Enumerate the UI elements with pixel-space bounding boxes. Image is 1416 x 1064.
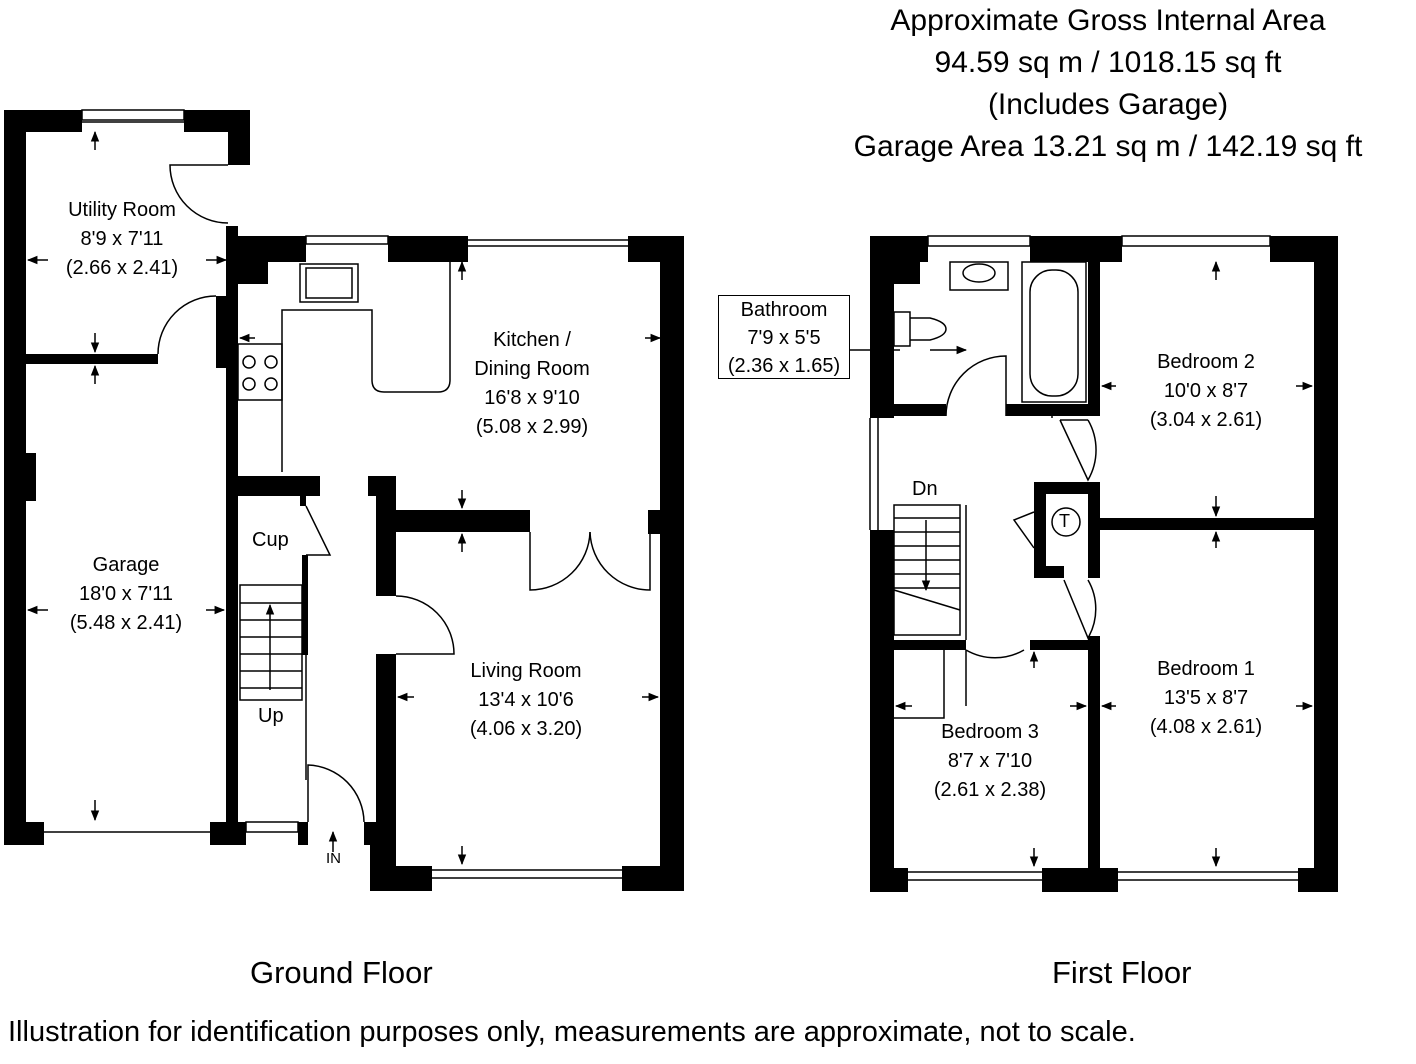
room-imperial: 13'5 x 8'7	[1163, 687, 1249, 709]
room-utility	[52, 196, 192, 283]
room-metric: (2.66 x 2.41)	[65, 257, 179, 279]
room-name: Bathroom	[740, 299, 828, 321]
ground-floor-title: Ground Floor	[250, 955, 433, 990]
first-floor-thin-lines	[850, 236, 1298, 880]
room-metric: (3.04 x 2.61)	[1149, 409, 1263, 431]
room-imperial: 7'9 x 5'5	[747, 327, 821, 349]
room-metric: (2.61 x 2.38)	[933, 779, 1047, 801]
room-name: Bedroom 2	[1157, 351, 1255, 373]
cupboard-label: Cup	[252, 529, 289, 551]
room-bedroom3	[920, 718, 1060, 805]
room-garage	[56, 551, 196, 638]
entrance-label: IN	[326, 850, 341, 867]
area-summary	[808, 0, 1408, 168]
room-metric: (4.08 x 2.61)	[1149, 716, 1263, 738]
area-total: 94.59 sq m / 1018.15 sq ft	[934, 46, 1282, 79]
cylinder-label: T	[1059, 511, 1070, 531]
room-imperial: 18'0 x 7'11	[78, 583, 173, 605]
room-name-2: Dining Room	[474, 358, 590, 380]
room-imperial: 16'8 x 9'10	[484, 387, 580, 409]
room-bathroom	[718, 295, 850, 379]
room-imperial: 8'9 x 7'11	[80, 228, 164, 250]
room-name: Kitchen /	[493, 329, 571, 351]
room-living	[446, 657, 606, 744]
stairs-up-label: Up	[258, 705, 284, 727]
room-bedroom2	[1136, 348, 1276, 435]
room-metric: (5.48 x 2.41)	[69, 612, 183, 634]
room-kitchen	[452, 326, 612, 442]
room-name: Garage	[92, 554, 160, 576]
room-name: Utility Room	[68, 199, 176, 221]
area-garage: Garage Area 13.21 sq m / 142.19 sq ft	[853, 130, 1363, 163]
room-name: Bedroom 3	[941, 721, 1039, 743]
area-includes-garage: (Includes Garage)	[987, 88, 1229, 121]
first-floor-title: First Floor	[1052, 955, 1192, 990]
room-metric: (5.08 x 2.99)	[475, 416, 589, 438]
area-title: Approximate Gross Internal Area	[890, 4, 1326, 37]
stairs-down-label: Dn	[912, 478, 938, 500]
room-name: Bedroom 1	[1157, 658, 1255, 680]
room-metric: (2.36 x 1.65)	[727, 355, 841, 377]
room-bedroom1	[1136, 655, 1276, 742]
room-imperial: 10'0 x 8'7	[1163, 380, 1249, 402]
room-name: Living Room	[470, 660, 582, 682]
room-metric: (4.06 x 3.20)	[469, 718, 583, 740]
room-imperial: 13'4 x 10'6	[478, 689, 574, 711]
room-imperial: 8'7 x 7'10	[947, 750, 1033, 772]
disclaimer: Illustration for identification purposes only, measurements are approximate, not to scale.	[8, 1016, 1136, 1048]
